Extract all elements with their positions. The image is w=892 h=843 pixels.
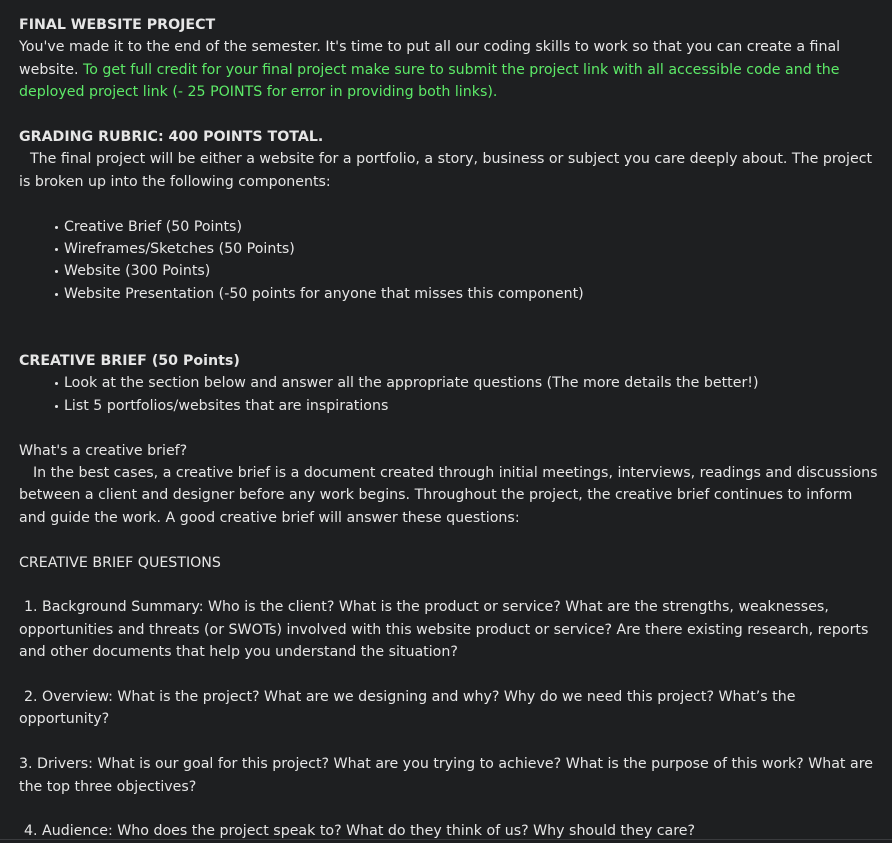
divider — [0, 839, 892, 840]
question-audience: 4. Audience: Who does the project speak to? What do they think of us? Why should they care? — [24, 823, 696, 840]
project-heading: FINAL WEBSITE PROJECT — [19, 17, 216, 33]
project-intro-text: You've made it to the end of the semester. It's time to put all our coding skills to work so that you can create a final website. — [19, 39, 841, 78]
what-is-creative-brief: What's a creative brief? — [19, 442, 188, 459]
list-item: Creative Brief (50 Points) — [54, 216, 878, 238]
rubric-heading: GRADING RUBRIC: 400 POINTS TOTAL. — [19, 129, 324, 146]
creative-brief-tasks-list — [19, 372, 878, 417]
list-item: Wireframes/Sketches (50 Points) — [54, 238, 878, 260]
list-item: Website (300 Points) — [54, 260, 878, 282]
questions-heading: CREATIVE BRIEF QUESTIONS — [19, 554, 221, 571]
project-intro-highlight: To get full credit for your final project make sure to submit the project link with all accessible code and the deployed project link (- 25 POINTS for error in providing both links). — [19, 61, 840, 101]
question-drivers: 3. Drivers: What is our goal for this project? What are you trying to achieve? What is the purpose of this work? What are the top three objectives? — [19, 756, 873, 795]
question-background: 1. Background Summary: Who is the client? What is the product or service? What are the strengths, weaknesses, opportunities and threats (or SWOTs) involved with this website product or service? Are there existing research, reports and other documents that help you understand the situation? — [19, 599, 869, 661]
list-item: Website Presentation (-50 points for anyone that misses this component) — [54, 283, 878, 305]
list-item: Look at the section below and answer all the appropriate questions (The more details the better!) — [54, 372, 878, 394]
question-overview: 2. Overview: What is the project? What are we designing and why? Why do we need this project? What’s the opportunity? — [19, 689, 796, 728]
rubric-components-list — [19, 216, 878, 306]
rubric-description: The final project will be either a website for a portfolio, a story, business or subject you care deeply about. The project is broken up into the following components: — [19, 151, 873, 190]
project-intro — [19, 36, 878, 103]
list-item: List 5 portfolios/websites that are inspirations — [54, 395, 878, 417]
creative-brief-definition: In the best cases, a creative brief is a document created through initial meetings, interviews, readings and discussions between a client and designer before any work begins. Throughout the project, the creative brief continues to inform and guide the work. A good creative brief will answer these questions: — [19, 465, 878, 526]
creative-brief-heading: CREATIVE BRIEF (50 Points) — [19, 353, 240, 370]
